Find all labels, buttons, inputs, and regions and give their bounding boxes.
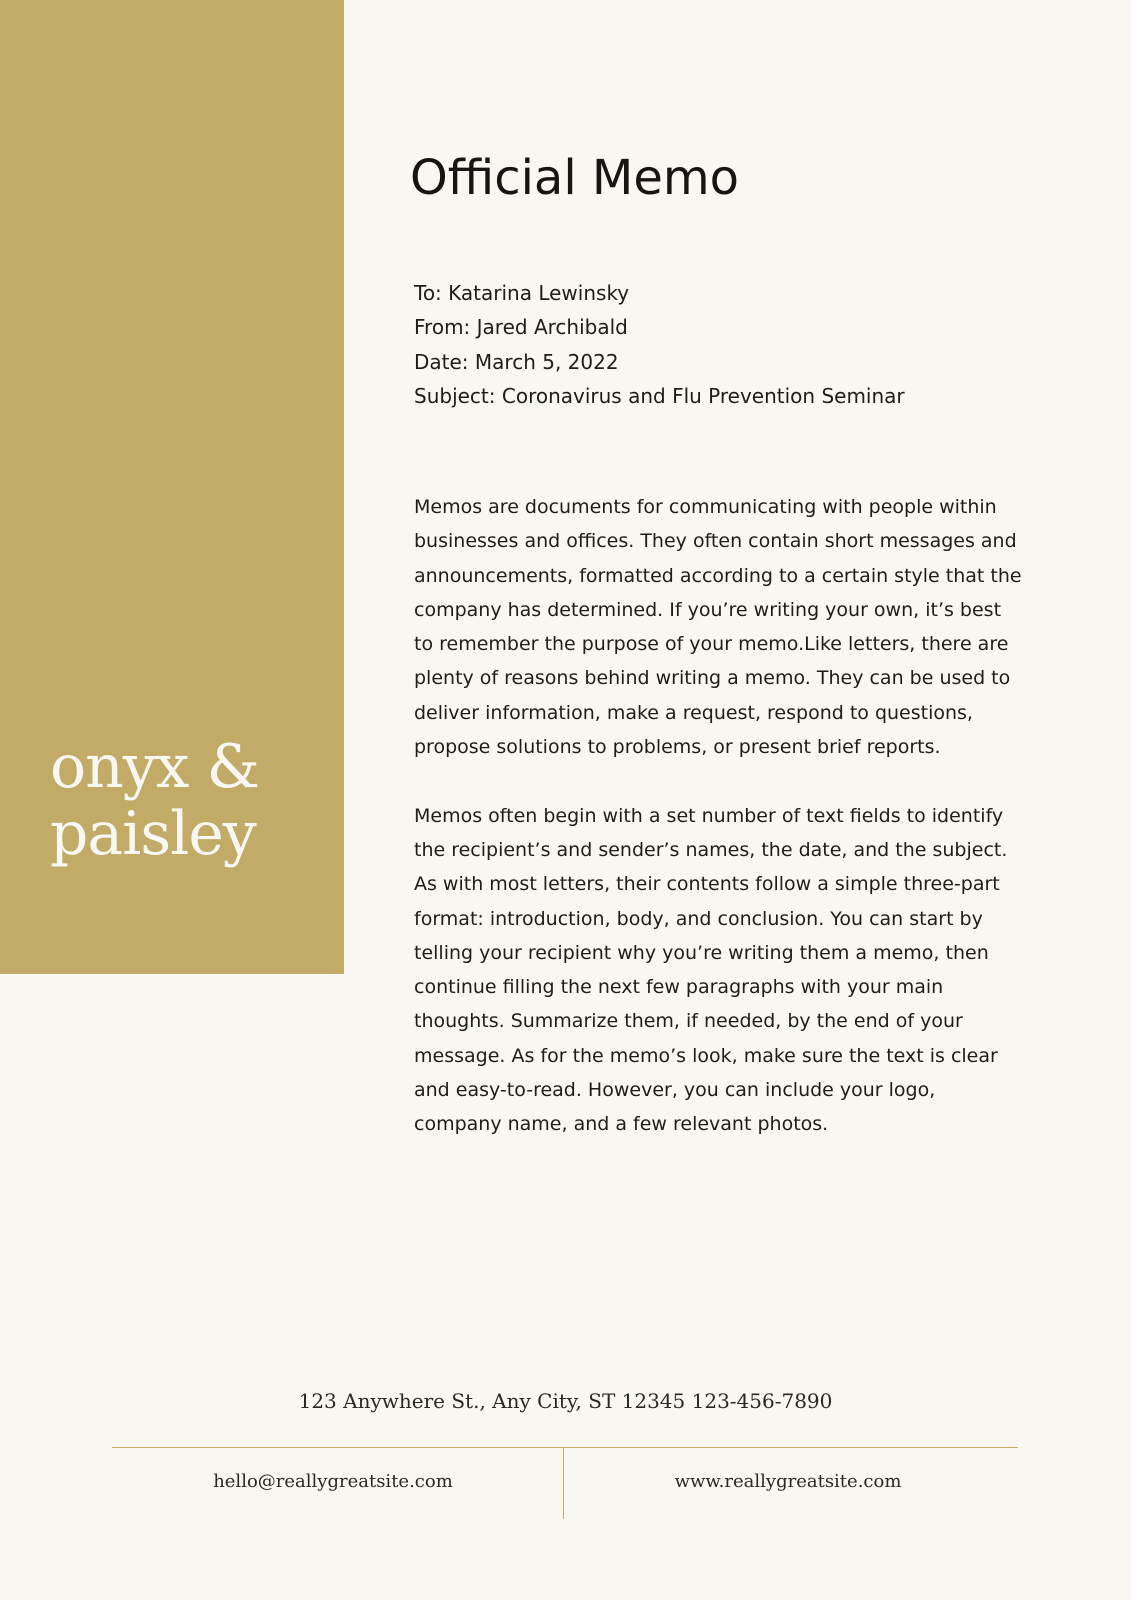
footer-website-link[interactable]: www.reallygreatsite.com: [674, 1471, 902, 1492]
brand-line-2: paisley: [50, 799, 256, 869]
memo-title: Official Memo: [410, 150, 739, 206]
memo-body: [414, 490, 1024, 1176]
footer-address: 123 Anywhere St., Any City, ST 12345 123-456-7890: [298, 1389, 833, 1413]
footer-divider-horizontal: [112, 1447, 1018, 1448]
memo-subject: Subject: Coronavirus and Flu Prevention Seminar: [414, 383, 905, 408]
brand-line-1: onyx &: [50, 732, 259, 802]
memo-header: [414, 276, 1054, 413]
memo-paragraph-1: Memos are documents for communicating with people within businesses and offices. They often contain short messages and announcements, formatted according to a certain style that the company has determined. If you’re writing your own, it’s best to remember the purpose of your memo.Like letters, there are plenty of reasons behind writing a memo. They can be used to deliver information, make a request, respond to questions, propose solutions to problems, or present brief reports.: [414, 496, 1022, 759]
footer-email-link[interactable]: hello@reallygreatsite.com: [213, 1471, 453, 1492]
memo-paragraph-2: Memos often begin with a set number of text fields to identify the recipient’s and sender’s names, the date, and the subject. As with most letters, their contents follow a simple three-part format: introduction, body, and conclusion. You can start by telling your recipient why you’re writing them a memo, then continue filling the next few paragraphs with your main thoughts. Summarize them, if needed, by the end of your message. As for the memo’s look, make sure the text is clear and easy-to-read. However, you can include your logo, company name, and a few relevant photos.: [414, 804, 1008, 1136]
side-color-block: [0, 0, 344, 974]
memo-to: To: Katarina Lewinsky: [414, 281, 630, 305]
memo-date: Date: March 5, 2022: [414, 349, 619, 374]
brand-logo: [50, 734, 340, 868]
memo-from: From: Jared Archibald: [414, 315, 628, 340]
